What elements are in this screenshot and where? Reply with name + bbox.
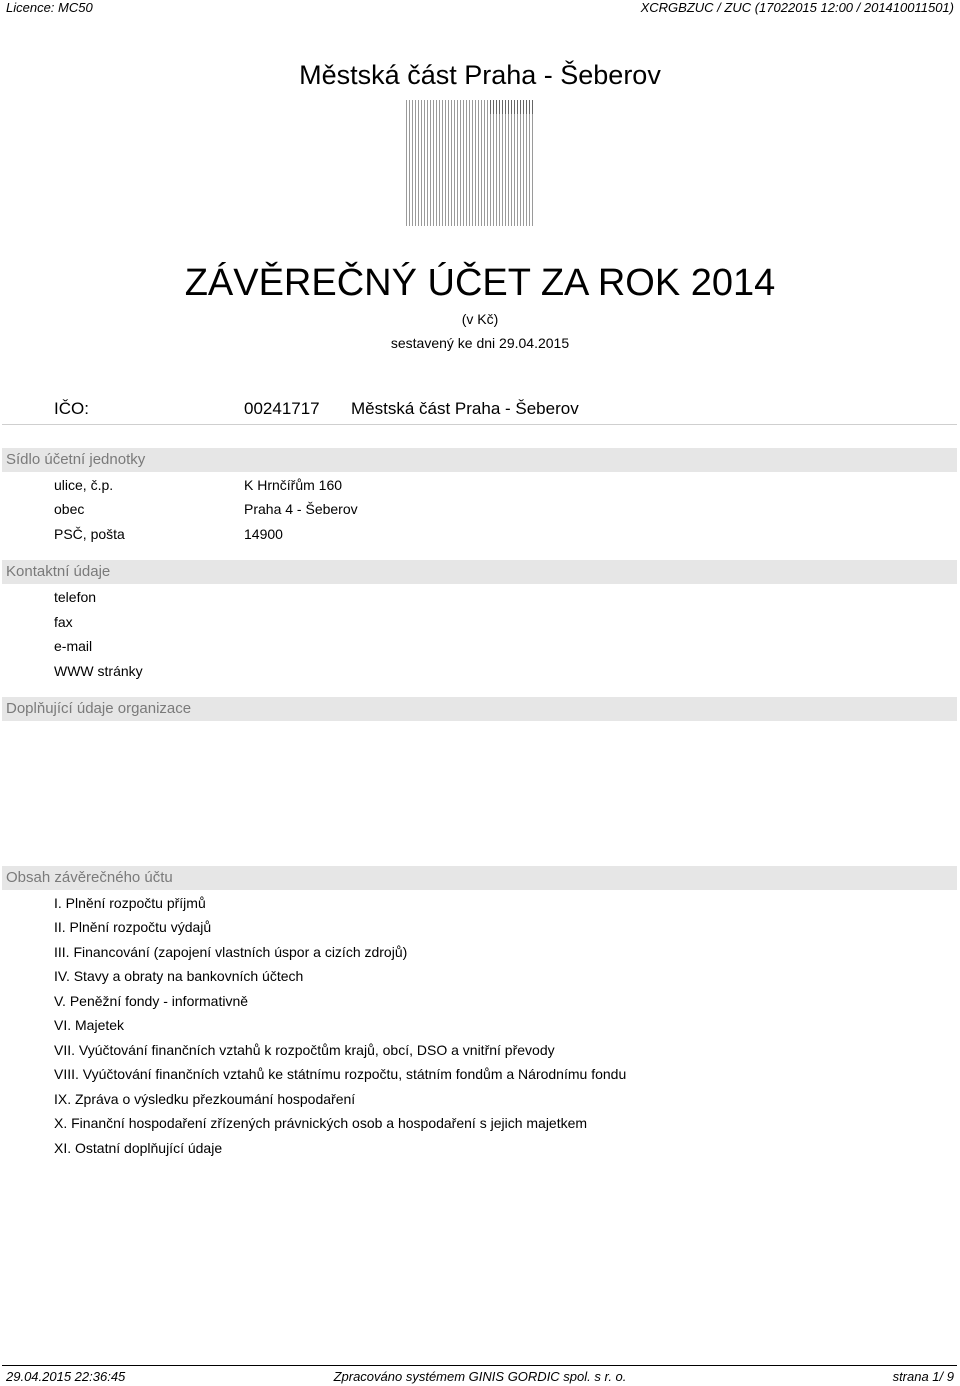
footer-divider [2,1365,957,1366]
contents-item: VIII. Vyúčtování finančních vztahů ke státnímu rozpočtu, státním fondům a Národnímu fondu [54,1066,627,1082]
postcode-value: 14900 [244,526,283,542]
footer-timestamp: 29.04.2015 22:36:45 [6,1369,126,1384]
section-heading: Sídlo účetní jednotky [6,451,146,468]
section-heading: Obsah závěrečného účtu [6,869,173,886]
section-header-contacts [2,560,957,584]
contents-item: IX. Zpráva o výsledku přezkoumání hospodaření [54,1091,356,1107]
section-heading: Doplňující údaje organizace [6,700,192,717]
divider [2,424,957,425]
postcode-label: PSČ, pošta [54,526,125,542]
city-value: Praha 4 - Šeberov [244,501,358,517]
section-heading: Kontaktní údaje [6,563,111,580]
contents-item: III. Financování (zapojení vlastních úspor a cizích zdrojů) [54,944,408,960]
currency-note: (v Kč) [461,311,499,327]
ico-organization-name: Městská část Praha - Šeberov [351,399,579,418]
phone-label: telefon [54,589,97,605]
email-label: e-mail [54,638,93,654]
ico-label: IČO: [54,399,89,418]
contents-item: IV. Stavy a obraty na bankovních účtech [54,968,304,984]
footer-processed-by: Zpracováno systémem GINIS GORDIC spol. s r. o. [333,1369,627,1384]
licence-label: Licence: MC50 [6,0,93,15]
contents-item: VII. Vyúčtování finančních vztahů k rozpočtům krajů, obcí, DSO a vnitřní převody [54,1042,555,1058]
contents-item: VI. Majetek [54,1017,125,1033]
website-label: WWW stránky [54,663,143,679]
section-header-seat [2,448,957,472]
coat-of-arms-image [406,100,533,226]
section-header-contents [2,866,957,890]
street-value: K Hrnčířům 160 [244,477,343,493]
contents-item: I. Plnění rozpočtu příjmů [54,895,206,911]
fax-label: fax [54,614,73,630]
city-label: obec [54,501,85,517]
report-id: XCRGBZUC / ZUC (17022015 12:00 / 201410011501) [640,0,954,15]
document-title: ZÁVĚREČNÝ ÚČET ZA ROK 2014 [184,262,776,304]
ico-value: 00241717 [244,399,320,418]
footer-page-number: strana 1/ 9 [892,1369,954,1384]
compiled-date: sestavený ke dni 29.04.2015 [390,335,570,351]
contents-item: XI. Ostatní doplňující údaje [54,1140,223,1156]
contents-item: V. Peněžní fondy - informativně [54,993,249,1009]
organization-title: Městská část Praha - Šeberov [299,60,661,90]
contents-item: X. Finanční hospodaření zřízených právnických osob a hospodaření s jejich majetkem [54,1115,588,1131]
section-header-additional [2,697,957,721]
street-label: ulice, č.p. [54,477,114,493]
contents-item: II. Plnění rozpočtu výdajů [54,919,212,935]
